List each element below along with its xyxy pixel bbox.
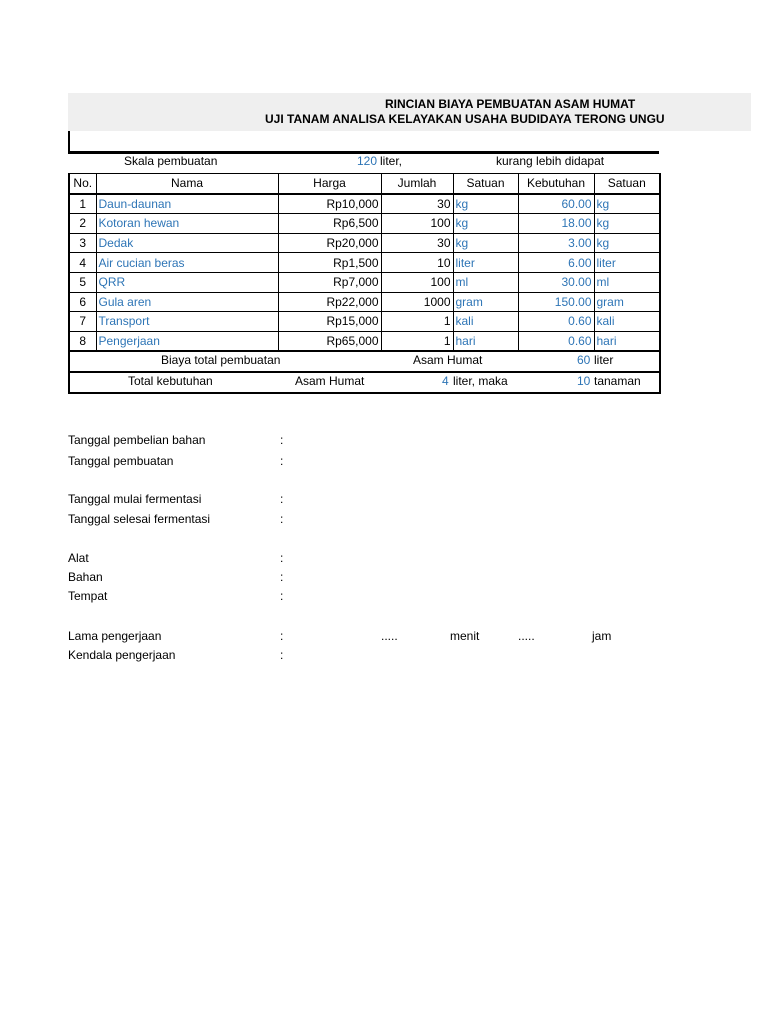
total-need-count: 10: [577, 373, 591, 388]
row-satuan: kg: [453, 214, 518, 234]
scale-row: [68, 153, 659, 173]
row-harga: Rp20,000: [278, 233, 381, 253]
table-header-row: [69, 174, 660, 194]
scale-label: Skala pembuatan: [124, 154, 218, 168]
table-row: [69, 233, 660, 253]
lama-dots-1: .....: [381, 629, 398, 643]
row-harga: Rp65,000: [278, 331, 381, 351]
row-satuan-2: hari: [594, 331, 660, 351]
row-satuan: liter: [453, 253, 518, 273]
info-label: Tanggal pembelian bahan: [68, 433, 206, 447]
table-row: [69, 331, 660, 351]
row-satuan: gram: [453, 292, 518, 312]
info-label: Tanggal pembuatan: [68, 454, 174, 468]
row-harga: Rp10,000: [278, 194, 381, 214]
total-need-cell: [69, 372, 660, 393]
row-satuan-2: kg: [594, 233, 660, 253]
total-cost-label: Biaya total pembuatan: [161, 353, 281, 368]
lama-menit: menit: [450, 629, 480, 643]
info-label: Lama pengerjaan: [68, 629, 162, 643]
total-cost-product: Asam Humat: [413, 353, 483, 368]
row-nama: Air cucian beras: [96, 253, 278, 273]
header-no: No.: [69, 174, 96, 194]
info-colon: :: [280, 551, 284, 565]
row-satuan-2: liter: [594, 253, 660, 273]
row-satuan: hari: [453, 331, 518, 351]
row-nama: Transport: [96, 312, 278, 332]
header-nama: Nama: [96, 174, 278, 194]
row-jumlah: 30: [381, 233, 453, 253]
table-row: [69, 292, 660, 312]
info-label: Kendala pengerjaan: [68, 648, 176, 662]
row-jumlah: 1000: [381, 292, 453, 312]
total-need-value: 4: [442, 373, 449, 388]
total-cost-value: 60: [577, 353, 591, 368]
row-satuan-2: gram: [594, 292, 660, 312]
row-no: 4: [69, 253, 96, 273]
row-nama: Gula aren: [96, 292, 278, 312]
table-row: [69, 214, 660, 234]
total-need-row: [69, 372, 660, 393]
total-cost-cell: [69, 351, 660, 372]
header-satuan-2: Satuan: [594, 174, 660, 194]
title-line-2: UJI TANAM ANALISA KELAYAKAN USAHA BUDIDAYA TERONG UNGU: [265, 112, 665, 126]
row-jumlah: 10: [381, 253, 453, 273]
row-satuan-2: kali: [594, 312, 660, 332]
info-label: Alat: [68, 551, 89, 565]
row-kebutuhan: 0.60: [518, 312, 594, 332]
table-row: [69, 312, 660, 332]
row-nama: Kotoran hewan: [96, 214, 278, 234]
table-row: [69, 253, 660, 273]
info-colon: :: [280, 454, 284, 468]
row-harga: Rp6,500: [278, 214, 381, 234]
row-satuan: kg: [453, 233, 518, 253]
row-nama: Pengerjaan: [96, 331, 278, 351]
row-satuan: ml: [453, 272, 518, 292]
table-row: [69, 272, 660, 292]
row-kebutuhan: 3.00: [518, 233, 594, 253]
row-no: 5: [69, 272, 96, 292]
row-harga: Rp1,500: [278, 253, 381, 273]
lama-dots-2: .....: [518, 629, 535, 643]
total-cost-row: [69, 351, 660, 372]
row-satuan: kg: [453, 194, 518, 214]
row-kebutuhan: 30.00: [518, 272, 594, 292]
scale-unit: liter,: [380, 154, 403, 168]
total-need-mid: liter, maka: [453, 373, 508, 388]
row-kebutuhan: 150.00: [518, 292, 594, 312]
row-no: 2: [69, 214, 96, 234]
cost-table: [68, 173, 661, 394]
header-harga: Harga: [278, 174, 381, 194]
row-nama: Daun-daunan: [96, 194, 278, 214]
table-row: [69, 194, 660, 214]
info-colon: :: [280, 570, 284, 584]
total-cost-unit: liter: [594, 353, 614, 368]
row-kebutuhan: 18.00: [518, 214, 594, 234]
row-satuan-2: kg: [594, 194, 660, 214]
info-colon: :: [280, 433, 284, 447]
info-colon: :: [280, 648, 284, 662]
row-nama: QRR: [96, 272, 278, 292]
scale-suffix: kurang lebih didapat: [496, 154, 605, 168]
info-colon: :: [280, 512, 284, 526]
row-no: 7: [69, 312, 96, 332]
row-no: 8: [69, 331, 96, 351]
row-harga: Rp15,000: [278, 312, 381, 332]
row-harga: Rp22,000: [278, 292, 381, 312]
row-harga: Rp7,000: [278, 272, 381, 292]
row-nama: Dedak: [96, 233, 278, 253]
row-jumlah: 1: [381, 312, 453, 332]
row-satuan: kali: [453, 312, 518, 332]
row-kebutuhan: 60.00: [518, 194, 594, 214]
row-jumlah: 30: [381, 194, 453, 214]
info-colon: :: [280, 492, 284, 506]
row-kebutuhan: 6.00: [518, 253, 594, 273]
info-colon: :: [280, 629, 284, 643]
lama-jam: jam: [592, 629, 612, 643]
scale-value: 120: [357, 154, 378, 168]
row-no: 6: [69, 292, 96, 312]
row-satuan-2: ml: [594, 272, 660, 292]
cell-border-tick: [68, 131, 70, 153]
title-line-1: RINCIAN BIAYA PEMBUATAN ASAM HUMAT: [385, 97, 636, 111]
info-label: Tempat: [68, 589, 108, 603]
info-label: Tanggal selesai fermentasi: [68, 512, 211, 526]
row-kebutuhan: 0.60: [518, 331, 594, 351]
info-label: Tanggal mulai fermentasi: [68, 492, 202, 506]
row-jumlah: 1: [381, 331, 453, 351]
total-need-product: Asam Humat: [295, 373, 365, 388]
header-satuan: Satuan: [453, 174, 518, 194]
row-satuan-2: kg: [594, 214, 660, 234]
header-jumlah: Jumlah: [381, 174, 453, 194]
total-need-label: Total kebutuhan: [128, 373, 213, 388]
header-kebutuhan: Kebutuhan: [518, 174, 594, 194]
row-no: 1: [69, 194, 96, 214]
info-label: Bahan: [68, 570, 103, 584]
row-jumlah: 100: [381, 272, 453, 292]
total-need-unit: tanaman: [594, 373, 641, 388]
row-no: 3: [69, 233, 96, 253]
info-colon: :: [280, 589, 284, 603]
row-jumlah: 100: [381, 214, 453, 234]
